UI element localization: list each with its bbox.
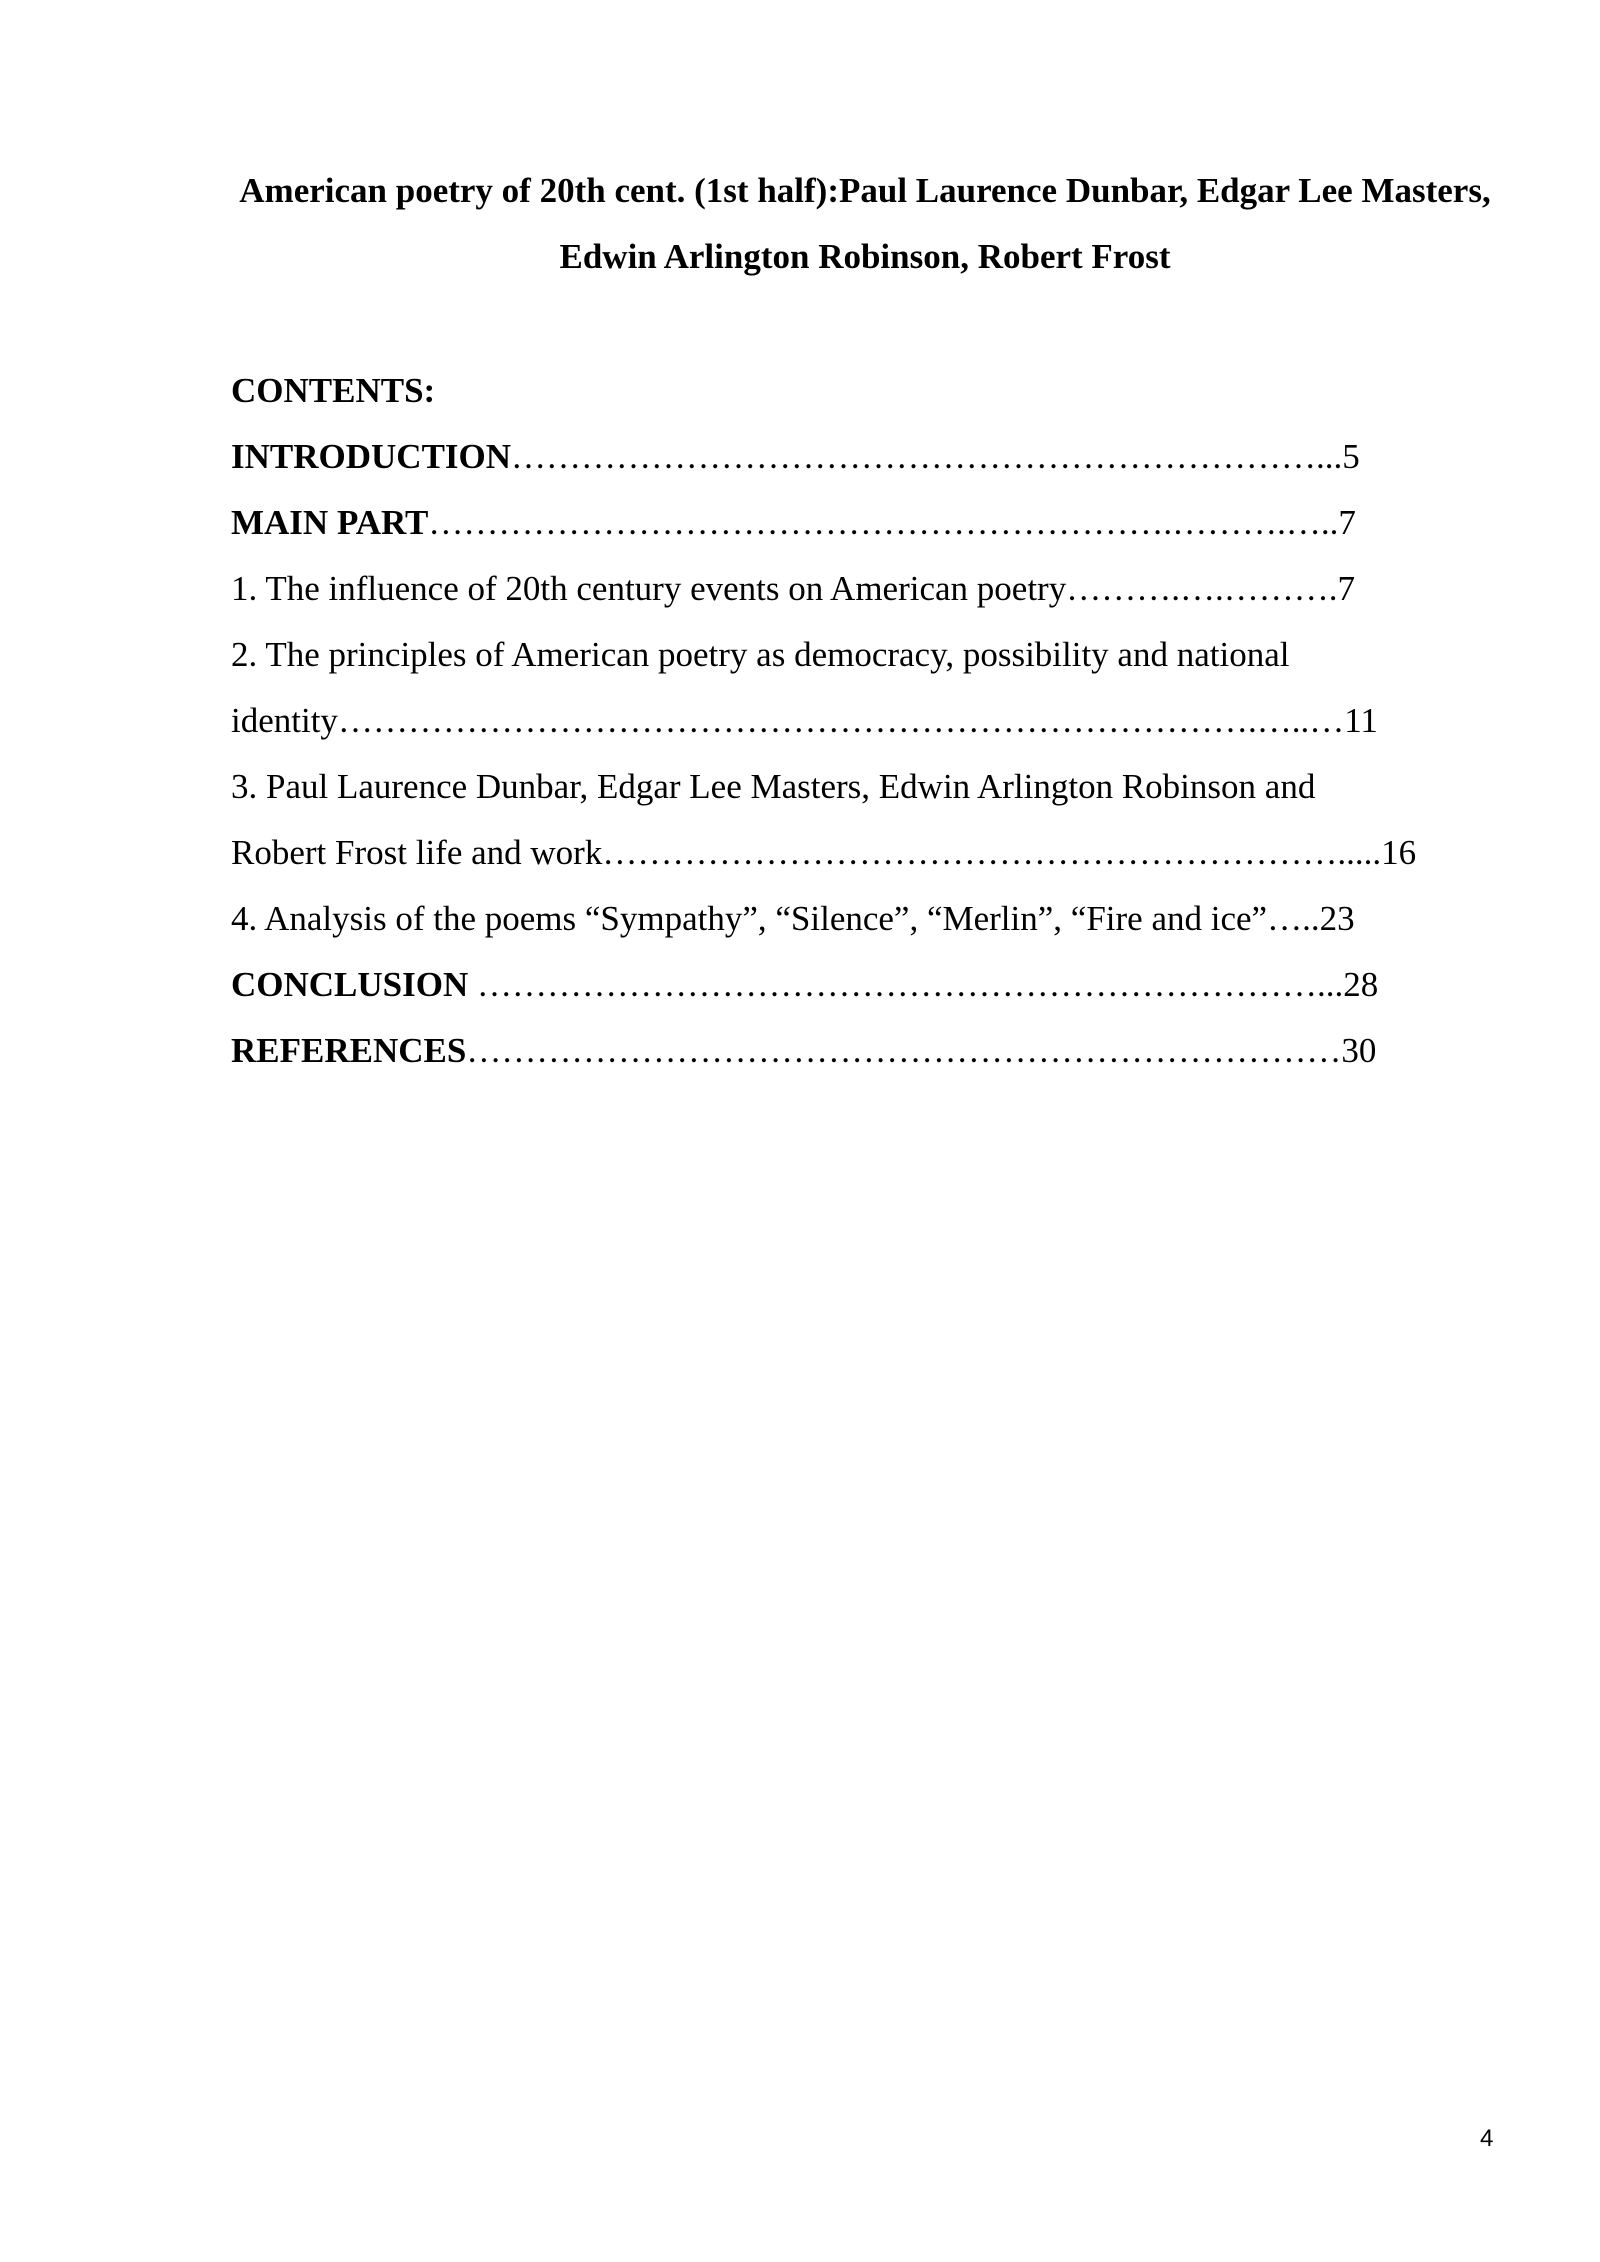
toc-leader: ……….….………. <box>1066 569 1338 608</box>
toc-leader: ……………………………………………………….……….…. <box>428 503 1330 542</box>
document-title: American poetry of 20th cent. (1st half):Paul Laurence Dunbar, Edgar Lee Masters, Edwin Arlington Robinson, Robert Frost <box>239 171 1491 276</box>
toc-entry-continuation <box>231 688 1500 754</box>
toc-leader: ………………………………………………………………… <box>466 1031 1342 1070</box>
toc-page-number: 7 <box>1337 569 1355 608</box>
toc-entry-label: INTRODUCTION <box>231 437 512 476</box>
toc-entry-text: identity <box>231 701 338 740</box>
toc-page-number: ..28 <box>1325 965 1379 1004</box>
toc-entry-introduction[interactable] <box>231 424 1500 490</box>
toc-entry-label: MAIN PART <box>231 503 429 542</box>
toc-page-number: ....16 <box>1346 833 1417 872</box>
toc-entry-text: 2. The principles of American poetry as democracy, possibility and national <box>231 635 1290 674</box>
toc-entry-continuation <box>231 820 1500 886</box>
toc-leader: ………………………………………………………………. <box>468 965 1326 1004</box>
toc-entry-text: 1. The influence of 20th century events on American poetry <box>231 569 1067 608</box>
toc-entry-label: CONCLUSION <box>231 965 469 1004</box>
toc-entry-1[interactable] <box>231 556 1500 622</box>
toc-entry-2[interactable] <box>231 622 1500 754</box>
toc-page-number: .7 <box>1329 503 1356 542</box>
toc-page-number: 30 <box>1341 1031 1377 1070</box>
toc-entry-3[interactable] <box>231 754 1500 886</box>
toc-leader: ……………………………………………………………. <box>511 437 1325 476</box>
toc-leader: ………………………………………………………. <box>602 833 1347 872</box>
toc-entry-references[interactable] <box>231 1018 1500 1084</box>
toc-entry-text: 3. Paul Laurence Dunbar, Edgar Lee Masters, Edwin Arlington Robinson and <box>231 767 1316 806</box>
toc-entry-main-part[interactable] <box>231 490 1500 556</box>
page-number: 4 <box>1480 2125 1494 2152</box>
toc-page-number: …11 <box>1309 701 1378 740</box>
toc-entry-label: REFERENCES <box>231 1031 467 1070</box>
toc-entry-conclusion[interactable] <box>231 952 1500 1018</box>
table-of-contents <box>231 358 1500 1084</box>
contents-heading: CONTENTS: <box>231 371 436 410</box>
toc-entry-text: Robert Frost life and work <box>231 833 603 872</box>
toc-page-number: ..5 <box>1324 437 1360 476</box>
toc-leader: …………………………………………………………………….….. <box>337 701 1310 740</box>
toc-entry-4[interactable]: 4. Analysis of the poems “Sympathy”, “Silence”, “Merlin”, “Fire and ice”…..23 <box>231 899 1355 938</box>
